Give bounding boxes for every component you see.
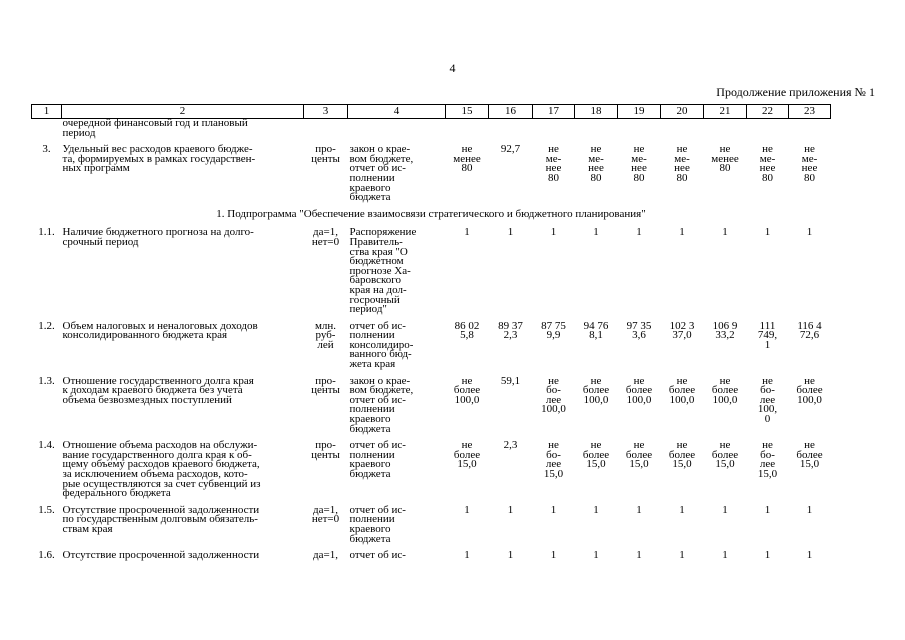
value-20: не ме- нее 80 [674,143,690,184]
source: отчет об ис- полнении консолидиро- ванного бюд- жета края [349,319,414,371]
indicator-name: Наличие бюджетного прогноза на долго- срочный период [62,226,254,248]
value-18: 1 [593,549,599,562]
indicator-name: Отсутствие просроченной задолженности [62,549,260,562]
indicator-name: Отношение объема расходов на обслужи- вание государственного долга края к об- щему объему расходов краевого бюджета, за исключением объема расходов, кото- рые осуществляются за счет субвенций из федерального бюджета [62,439,261,500]
value-16: 1 [507,503,514,516]
value-16: 59,1 [500,374,521,387]
row-number: 1.2. [38,319,55,332]
value-21: не менее 80 [711,143,739,175]
value-15: 1 [464,503,470,516]
value-17: 1 [550,503,557,516]
value-22: не бо- лее 15,0 [757,439,778,480]
row-number: 3. [42,143,51,156]
value-20: 1 [679,503,685,516]
row-number: 1.6. [38,549,55,562]
value-17: не ме- нее 80 [545,143,562,184]
value-18: 1 [593,226,599,239]
column-header-13: 23 [789,105,831,119]
source: отчет об ис- полнении краевого бюджета [349,503,406,545]
unit: про- центы [311,143,340,165]
unit: да=1, нет=0 [311,503,340,526]
value-16: 1 [507,549,514,562]
continuation-note: Продолжение приложения № 1 [716,85,875,99]
indicator-table [31,104,831,561]
value-15: 1 [464,226,470,239]
value-15 [446,119,489,139]
value-20: 102 3 37,0 [669,319,695,342]
value-16: 2,3 [503,439,518,452]
value-22: 1 [764,549,771,562]
row-number [32,119,62,139]
value-19: 97 35 3,6 [626,319,652,342]
value-17: не бо- лее 15,0 [543,439,564,480]
source [348,119,446,139]
value-22: 1 [764,503,771,516]
column-header-11: 21 [704,105,747,119]
indicator-name: очередной финансовый год и плановый период [62,117,248,139]
value-18: 94 76 8,1 [583,319,609,342]
value-23 [789,119,831,139]
column-header-6: 16 [489,105,533,119]
value-23: не более 100,0 [796,374,823,406]
value-21: 1 [722,226,728,239]
column-header-10: 20 [661,105,704,119]
column-header-12: 22 [747,105,789,119]
page-number: 4 [449,61,456,75]
value-16: 89 37 2,3 [498,319,523,342]
table-row [32,221,831,314]
column-header-3: 3 [304,105,348,119]
value-22: 111 749, 1 [757,319,778,351]
value-17: 1 [550,549,557,562]
row-number: 1.4. [38,439,55,452]
unit [304,119,348,139]
value-20: 1 [679,549,685,562]
source: отчет об ис- [349,549,406,562]
value-19: не более 15,0 [625,439,653,471]
source: закон о крае- вом бюджете, отчет об ис- полнении краевого бюджета [349,374,414,435]
unit: про- центы [311,439,340,461]
row-number: 1.3. [38,374,55,387]
indicator-name: Отсутствие просроченной задолженности по государственным долговым обязатель- ствам края [62,503,260,535]
column-header-9: 19 [618,105,661,119]
column-header-8: 18 [575,105,618,119]
value-15: не более 15,0 [453,439,481,471]
unit: да=1, нет=0 [311,226,340,248]
value-15: 86 02 5,8 [454,319,480,342]
subprogram-row [32,203,831,222]
value-19: 1 [636,549,642,562]
value-18 [575,119,618,139]
value-19: не ме- нее 80 [631,143,647,184]
value-19 [618,119,661,139]
value-23: 1 [806,226,813,239]
indicator-name: Удельный вес расходов краевого бюдже- та, формируемых в рамках государствен- ных программ [62,143,256,175]
value-19: 1 [636,503,642,516]
value-16 [489,119,533,139]
table-row [32,119,831,139]
table-body [32,119,831,561]
value-15: 1 [464,549,470,562]
value-18: не более 100,0 [582,374,610,406]
value-22: не ме- нее 80 [759,143,776,184]
value-21: 106 9 33,2 [712,319,738,342]
source: закон о крае- вом бюджете, отчет об ис- полнении краевого бюджета [349,143,414,204]
source: Распоряжение Правитель- ства края "О бюджетном прогнозе Ха- баровского края на дол- госрочный период" [349,226,417,316]
column-header-4: 4 [348,105,446,119]
value-20: 1 [679,226,685,239]
value-23: 1 [806,503,813,516]
value-19: 1 [636,226,642,239]
column-header-1: 1 [32,105,62,119]
value-20 [661,119,704,139]
value-21: не более 15,0 [711,439,739,471]
unit: про- центы [311,374,340,397]
table-row [32,499,831,544]
value-21: не более 100,0 [711,374,739,406]
value-16: 92,7 [500,143,521,156]
indicator-name: Отношение государственного долга края к доходам краевого бюджета без учета объема безвозмездных поступлений [62,374,254,406]
source: отчет об ис- полнении краевого бюджета [349,439,406,480]
subprogram-title: 1. Подпрограмма "Обеспечение взаимосвязи стратегического и бюджетного планирования" [216,207,646,220]
row-number: 1.1. [38,226,55,239]
indicator-name: Объем налоговых и неналоговых доходов консолидированного бюджета края [62,319,258,342]
value-17: не бо- лее 100,0 [541,374,566,416]
table-row [32,434,831,499]
unit: да=1, [313,549,338,562]
value-17 [533,119,575,139]
value-21: 1 [722,503,728,516]
value-21 [704,119,747,139]
value-16: 1 [507,226,514,239]
value-17: 87 75 9,9 [541,319,566,342]
column-header-5: 15 [446,105,489,119]
table-row [32,138,831,203]
value-21: 1 [722,549,728,562]
table-row [32,315,831,370]
value-23: не ме- нее 80 [801,143,818,184]
column-header-7: 17 [533,105,575,119]
value-19: не более 100,0 [625,374,653,406]
value-18: не более 15,0 [582,439,610,471]
table-row [32,370,831,435]
value-23: не более 15,0 [796,439,823,471]
value-18: 1 [593,503,599,516]
value-18: не ме- нее 80 [588,143,604,184]
value-15: не более 100,0 [453,374,481,406]
value-23: 116 4 72,6 [797,319,822,342]
value-22: не бо- лее 100, 0 [757,374,778,426]
column-header-2: 2 [62,105,304,119]
value-22: 1 [764,226,771,239]
value-15: не менее 80 [453,143,481,175]
value-17: 1 [550,226,557,239]
table-row [32,544,831,561]
value-22 [747,119,789,139]
value-20: не более 100,0 [668,374,696,406]
unit: млн. руб- лей [314,319,337,351]
value-20: не более 15,0 [668,439,696,471]
value-23: 1 [806,549,813,562]
row-number: 1.5. [38,503,55,516]
